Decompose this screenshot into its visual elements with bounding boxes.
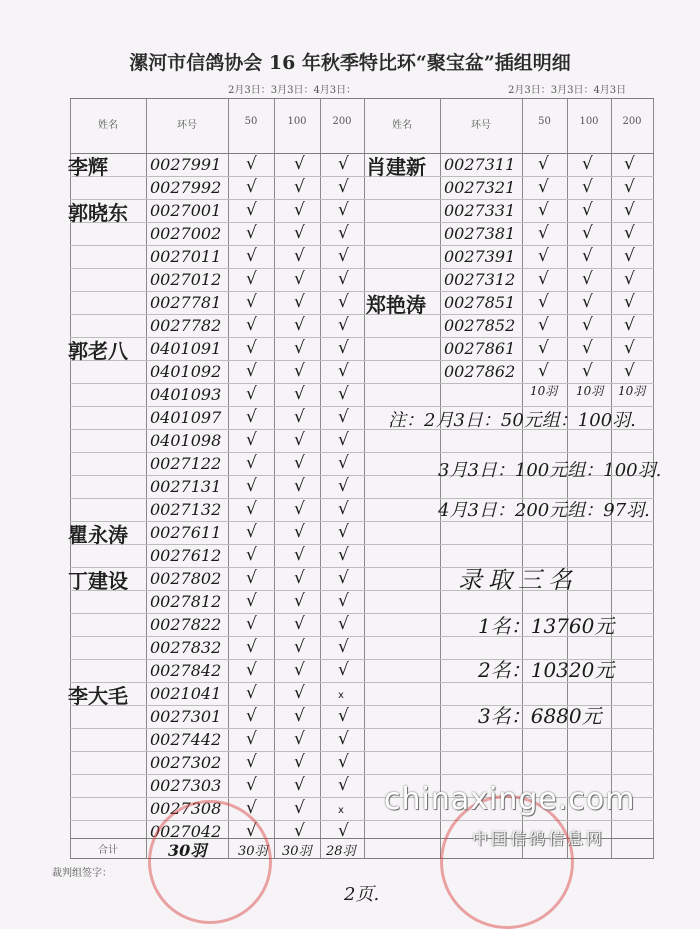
left-c50-mark: √ bbox=[246, 361, 257, 381]
note-line-1: 注：2月3日：50元组：100羽. bbox=[388, 410, 636, 431]
left-c200-mark: √ bbox=[338, 338, 349, 358]
left-c50-mark: √ bbox=[246, 430, 257, 450]
left-c200-mark: √ bbox=[338, 177, 349, 197]
left-ring-number: 0027611 bbox=[150, 523, 222, 542]
left-c100-mark: √ bbox=[294, 568, 305, 588]
right-c200-mark: √ bbox=[624, 292, 635, 312]
right-c100-mark: √ bbox=[582, 223, 593, 243]
watermark-subtext: 中国信鸽信息网 bbox=[472, 829, 606, 848]
right-ring-number: 0027311 bbox=[444, 155, 516, 174]
prize-heading: 录取三名 bbox=[458, 566, 578, 594]
left-c100-mark: √ bbox=[294, 361, 305, 381]
left-c50-mark: √ bbox=[246, 453, 257, 473]
right-c200-mark: √ bbox=[624, 361, 635, 381]
referee-signature-label: 裁判组签字： bbox=[52, 868, 112, 879]
right-ring-number: 0027861 bbox=[444, 339, 516, 358]
right-c50-mark: √ bbox=[538, 246, 549, 266]
left-c50-mark: √ bbox=[246, 177, 257, 197]
left-ring-number: 0027302 bbox=[150, 753, 222, 772]
left-c50-mark: √ bbox=[246, 499, 257, 519]
left-c50-mark: √ bbox=[246, 614, 257, 634]
header-name-left: 姓名 bbox=[98, 120, 118, 131]
left-c100-mark: √ bbox=[294, 200, 305, 220]
left-ring-number: 0027303 bbox=[150, 776, 222, 795]
left-ring-number: 0401098 bbox=[150, 431, 222, 450]
left-c50-mark: √ bbox=[246, 545, 257, 565]
left-ring-number: 0027992 bbox=[150, 178, 222, 197]
footer-total-label: 合计 bbox=[98, 845, 118, 856]
left-owner-name: 李辉 bbox=[68, 155, 108, 179]
left-c50-mark: √ bbox=[246, 315, 257, 335]
footer-total-100: 30羽 bbox=[282, 844, 312, 859]
right-c50-mark: √ bbox=[538, 200, 549, 220]
footer-total-200: 28羽 bbox=[326, 844, 356, 859]
left-c200-mark: √ bbox=[338, 821, 349, 841]
left-c50-mark: √ bbox=[246, 154, 257, 174]
left-c200-mark: √ bbox=[338, 315, 349, 335]
left-c200-mark: √ bbox=[338, 430, 349, 450]
note-line-2: 3月3日：100元组：100羽. bbox=[438, 460, 662, 481]
left-c100-mark: √ bbox=[294, 269, 305, 289]
left-ring-number: 0027001 bbox=[150, 201, 222, 220]
right-ring-number: 0027331 bbox=[444, 201, 516, 220]
right-ring-number: 0027391 bbox=[444, 247, 516, 266]
document-title: 漯河市信鸽协会 16 年秋季特比环“聚宝盆”插组明细 bbox=[129, 52, 571, 74]
left-ring-number: 0027132 bbox=[150, 500, 222, 519]
left-c100-mark: √ bbox=[294, 177, 305, 197]
left-c200-mark: √ bbox=[338, 154, 349, 174]
left-ring-number: 0027991 bbox=[150, 155, 222, 174]
left-c200-mark: √ bbox=[338, 729, 349, 749]
left-c50-mark: √ bbox=[246, 246, 257, 266]
right-total-100: 10羽 bbox=[576, 384, 604, 398]
left-c50-mark: √ bbox=[246, 798, 257, 818]
left-c50-mark: √ bbox=[246, 821, 257, 841]
right-c100-mark: √ bbox=[582, 246, 593, 266]
register-table bbox=[68, 98, 662, 860]
right-c50-mark: √ bbox=[538, 338, 549, 358]
right-ring-number: 0027381 bbox=[444, 224, 516, 243]
right-ring-number: 0027851 bbox=[444, 293, 516, 312]
left-owner-name: 郭老八 bbox=[68, 339, 128, 363]
left-c50-mark: √ bbox=[246, 292, 257, 312]
right-c100-mark: √ bbox=[582, 292, 593, 312]
left-c50-mark: √ bbox=[246, 568, 257, 588]
left-ring-number: 0027308 bbox=[150, 799, 222, 818]
left-c200-mark: √ bbox=[338, 384, 349, 404]
left-ring-number: 0027002 bbox=[150, 224, 222, 243]
left-c100-mark: √ bbox=[294, 798, 305, 818]
left-c50-mark: √ bbox=[246, 637, 257, 657]
right-c200-mark: √ bbox=[624, 315, 635, 335]
left-c100-mark: √ bbox=[294, 384, 305, 404]
right-owner-name: 郑艳涛 bbox=[366, 293, 426, 317]
left-c50-mark: √ bbox=[246, 683, 257, 703]
left-c100-mark: √ bbox=[294, 407, 305, 427]
left-c50-mark: √ bbox=[246, 660, 257, 680]
left-ring-number: 0401097 bbox=[150, 408, 222, 427]
left-owner-name: 瞿永涛 bbox=[68, 523, 128, 547]
left-c50-mark: √ bbox=[246, 591, 257, 611]
prize-2: 2名：10320元 bbox=[478, 658, 615, 682]
right-c200-mark: √ bbox=[624, 154, 635, 174]
right-c100-mark: √ bbox=[582, 177, 593, 197]
left-ring-number: 0021041 bbox=[150, 684, 222, 703]
header-ring-left: 环号 bbox=[177, 120, 197, 131]
left-ring-number: 0027802 bbox=[150, 569, 222, 588]
right-c200-mark: √ bbox=[624, 338, 635, 358]
left-c50-mark: √ bbox=[246, 775, 257, 795]
left-c100-mark: √ bbox=[294, 591, 305, 611]
right-ring-number: 0027862 bbox=[444, 362, 516, 381]
header-100-left: 100 bbox=[287, 116, 307, 127]
right-ring-number: 0027321 bbox=[444, 178, 516, 197]
left-c200-mark: x bbox=[338, 690, 344, 701]
left-ring-number: 0401093 bbox=[150, 385, 222, 404]
left-c200-mark: √ bbox=[338, 499, 349, 519]
left-c200-mark: √ bbox=[338, 453, 349, 473]
left-c50-mark: √ bbox=[246, 338, 257, 358]
left-c100-mark: √ bbox=[294, 476, 305, 496]
right-c100-mark: √ bbox=[582, 315, 593, 335]
left-c50-mark: √ bbox=[246, 476, 257, 496]
right-c50-mark: √ bbox=[538, 315, 549, 335]
page-number: 2页. bbox=[344, 884, 380, 905]
left-c100-mark: √ bbox=[294, 522, 305, 542]
left-ring-number: 0027842 bbox=[150, 661, 222, 680]
left-c200-mark: √ bbox=[338, 660, 349, 680]
right-ring-number: 0027312 bbox=[444, 270, 516, 289]
left-c50-mark: √ bbox=[246, 522, 257, 542]
left-c100-mark: √ bbox=[294, 430, 305, 450]
left-c200-mark: √ bbox=[338, 292, 349, 312]
right-c50-mark: √ bbox=[538, 269, 549, 289]
left-c100-mark: √ bbox=[294, 821, 305, 841]
left-c50-mark: √ bbox=[246, 384, 257, 404]
left-c50-mark: √ bbox=[246, 729, 257, 749]
header-50-right: 50 bbox=[538, 116, 551, 127]
left-c100-mark: √ bbox=[294, 637, 305, 657]
left-c100-mark: √ bbox=[294, 614, 305, 634]
footer-total-count: 30羽 bbox=[168, 841, 207, 860]
left-c100-mark: √ bbox=[294, 338, 305, 358]
left-c100-mark: √ bbox=[294, 154, 305, 174]
left-ring-number: 0027131 bbox=[150, 477, 222, 496]
left-c200-mark: √ bbox=[338, 545, 349, 565]
right-c100-mark: √ bbox=[582, 361, 593, 381]
left-c200-mark: √ bbox=[338, 637, 349, 657]
right-c200-mark: √ bbox=[624, 177, 635, 197]
header-100-right: 100 bbox=[579, 116, 599, 127]
right-total-200: 10羽 bbox=[618, 384, 646, 398]
left-c200-mark: √ bbox=[338, 706, 349, 726]
left-c200-mark: √ bbox=[338, 568, 349, 588]
right-c50-mark: √ bbox=[538, 361, 549, 381]
left-ring-number: 0027812 bbox=[150, 592, 222, 611]
left-ring-number: 0027781 bbox=[150, 293, 222, 312]
left-c100-mark: √ bbox=[294, 246, 305, 266]
left-c200-mark: √ bbox=[338, 361, 349, 381]
right-owner-name: 肖建新 bbox=[366, 155, 426, 179]
left-c100-mark: √ bbox=[294, 223, 305, 243]
left-ring-number: 0401092 bbox=[150, 362, 222, 381]
right-c100-mark: √ bbox=[582, 338, 593, 358]
left-c200-mark: √ bbox=[338, 522, 349, 542]
left-c200-mark: √ bbox=[338, 614, 349, 634]
left-c50-mark: √ bbox=[246, 407, 257, 427]
left-c100-mark: √ bbox=[294, 706, 305, 726]
prize-1: 1名：13760元 bbox=[478, 614, 615, 638]
left-ring-number: 0027832 bbox=[150, 638, 222, 657]
right-c100-mark: √ bbox=[582, 200, 593, 220]
left-ring-number: 0027612 bbox=[150, 546, 222, 565]
left-c100-mark: √ bbox=[294, 545, 305, 565]
left-ring-number: 0027011 bbox=[150, 247, 222, 266]
footer-total-50: 30羽 bbox=[238, 844, 268, 859]
header-name-right: 姓名 bbox=[392, 120, 412, 131]
left-c50-mark: √ bbox=[246, 200, 257, 220]
left-c200-mark: √ bbox=[338, 476, 349, 496]
left-owner-name: 郭晓东 bbox=[68, 201, 128, 225]
left-c100-mark: √ bbox=[294, 775, 305, 795]
left-c200-mark: √ bbox=[338, 407, 349, 427]
left-ring-number: 0027782 bbox=[150, 316, 222, 335]
left-ring-number: 0027442 bbox=[150, 730, 222, 749]
header-50-left: 50 bbox=[244, 116, 258, 127]
red-seal-left bbox=[148, 800, 272, 924]
left-c100-mark: √ bbox=[294, 453, 305, 473]
header-200-right: 200 bbox=[622, 116, 642, 127]
left-c100-mark: √ bbox=[294, 499, 305, 519]
subtitle-right: 2月3日：3月3日：4月3日 bbox=[508, 85, 627, 96]
right-c50-mark: √ bbox=[538, 223, 549, 243]
left-owner-name: 李大毛 bbox=[68, 684, 128, 708]
left-c200-mark: √ bbox=[338, 591, 349, 611]
left-c50-mark: √ bbox=[246, 706, 257, 726]
right-ring-number: 0027852 bbox=[444, 316, 516, 335]
left-ring-number: 0027042 bbox=[150, 822, 222, 841]
left-c200-mark: √ bbox=[338, 269, 349, 289]
left-c50-mark: √ bbox=[246, 269, 257, 289]
right-c200-mark: √ bbox=[624, 200, 635, 220]
note-line-3: 4月3日：200元组：97羽. bbox=[438, 500, 650, 521]
left-ring-number: 0027822 bbox=[150, 615, 222, 634]
left-owner-name: 丁建设 bbox=[68, 569, 128, 593]
left-ring-number: 0401091 bbox=[150, 339, 222, 358]
left-c100-mark: √ bbox=[294, 660, 305, 680]
right-c50-mark: √ bbox=[538, 177, 549, 197]
header-ring-right: 环号 bbox=[471, 120, 491, 131]
right-c50-mark: √ bbox=[538, 292, 549, 312]
left-ring-number: 0027012 bbox=[150, 270, 222, 289]
left-c100-mark: √ bbox=[294, 292, 305, 312]
left-c200-mark: √ bbox=[338, 752, 349, 772]
right-c100-mark: √ bbox=[582, 154, 593, 174]
left-c200-mark: x bbox=[338, 805, 344, 816]
left-ring-number: 0027122 bbox=[150, 454, 222, 473]
left-c50-mark: √ bbox=[246, 223, 257, 243]
left-c200-mark: √ bbox=[338, 223, 349, 243]
left-c100-mark: √ bbox=[294, 752, 305, 772]
left-c100-mark: √ bbox=[294, 729, 305, 749]
subtitle-left: 2月3日：3月3日：4月3日： bbox=[228, 85, 357, 96]
right-c100-mark: √ bbox=[582, 269, 593, 289]
right-c200-mark: √ bbox=[624, 269, 635, 289]
left-c200-mark: √ bbox=[338, 775, 349, 795]
left-c100-mark: √ bbox=[294, 315, 305, 335]
left-c50-mark: √ bbox=[246, 752, 257, 772]
prize-3: 3名：6880元 bbox=[478, 704, 602, 728]
right-c50-mark: √ bbox=[538, 154, 549, 174]
left-c200-mark: √ bbox=[338, 246, 349, 266]
right-c200-mark: √ bbox=[624, 246, 635, 266]
header-200-left: 200 bbox=[332, 116, 352, 127]
left-c200-mark: √ bbox=[338, 200, 349, 220]
watermark-text: chinaxinge.com bbox=[384, 782, 636, 817]
right-c200-mark: √ bbox=[624, 223, 635, 243]
left-c100-mark: √ bbox=[294, 683, 305, 703]
left-ring-number: 0027301 bbox=[150, 707, 222, 726]
right-total-50: 10羽 bbox=[530, 384, 558, 398]
